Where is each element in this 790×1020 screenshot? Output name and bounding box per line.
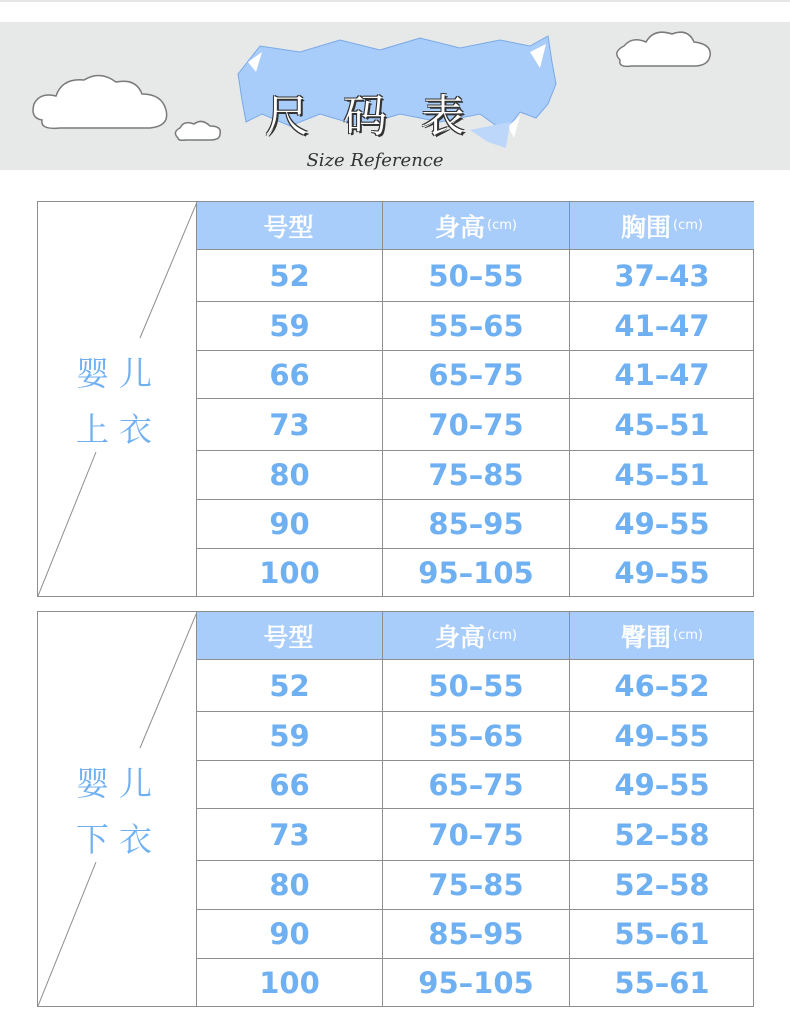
cell-size: 66 xyxy=(197,761,383,808)
cell-size: 90 xyxy=(197,910,383,958)
table-row xyxy=(197,659,754,711)
cell-height: 65–75 xyxy=(383,351,570,398)
bottoms-size-table xyxy=(37,611,754,1007)
header-height: 身高 (cm) xyxy=(383,612,570,659)
cell-size: 80 xyxy=(197,451,383,499)
cell-hip: 55–61 xyxy=(614,965,710,1000)
cell-chest: 37–43 xyxy=(614,258,710,293)
cell-height: 50–55 xyxy=(383,250,570,301)
category-label-line1: 婴儿 xyxy=(76,764,162,803)
cell-hip: 55–61 xyxy=(614,917,710,951)
cell-chest: 49–55 xyxy=(614,555,710,590)
cell-hip: 52–58 xyxy=(614,868,710,902)
bottoms-category-cell xyxy=(38,612,197,1006)
cell-height: 55–65 xyxy=(383,302,570,350)
table-row xyxy=(197,301,754,350)
cell-height: 55–65 xyxy=(383,712,570,760)
tops-category-cell xyxy=(38,202,197,596)
cell-chest: 45–51 xyxy=(614,458,710,492)
table-row xyxy=(197,958,754,1006)
table-row xyxy=(197,860,754,909)
banner-title: 尺码表 xyxy=(265,91,499,142)
size-reference-banner xyxy=(0,22,790,170)
small-cloud-icon xyxy=(175,121,220,140)
table-row xyxy=(197,711,754,760)
category-label-line2: 下衣 xyxy=(76,820,162,859)
cell-size: 59 xyxy=(197,302,383,350)
table-header-row xyxy=(197,202,754,249)
cell-hip: 49–55 xyxy=(614,767,710,802)
tops-grid xyxy=(197,202,754,596)
header-size: 号型 xyxy=(197,612,383,659)
cloud-icon xyxy=(33,75,167,128)
table-row xyxy=(197,499,754,548)
cell-size: 80 xyxy=(197,861,383,909)
cell-hip: 49–55 xyxy=(614,719,710,753)
cell-height: 75–85 xyxy=(383,451,570,499)
header-height: 身高 (cm) xyxy=(383,202,570,249)
bottoms-grid xyxy=(197,612,754,1006)
table-row xyxy=(197,909,754,958)
table-row xyxy=(197,760,754,808)
category-label-line2: 上衣 xyxy=(76,410,162,449)
cell-height: 95–105 xyxy=(383,959,570,1006)
cell-chest: 49–55 xyxy=(614,507,710,541)
cell-chest: 41–47 xyxy=(614,309,710,343)
cell-height: 50–55 xyxy=(383,660,570,711)
banner-subtitle: Size Reference xyxy=(306,150,444,171)
cell-size: 52 xyxy=(197,660,383,711)
cell-size: 100 xyxy=(197,959,383,1006)
table-row xyxy=(197,450,754,499)
cell-height: 70–75 xyxy=(383,399,570,450)
cell-height: 85–95 xyxy=(383,910,570,958)
header-size: 号型 xyxy=(197,202,383,249)
table-row xyxy=(197,350,754,398)
cell-height: 95–105 xyxy=(383,549,570,596)
tops-size-table xyxy=(37,201,754,597)
category-label-line1: 婴儿 xyxy=(76,354,162,393)
table-row xyxy=(197,808,754,860)
cell-size: 73 xyxy=(197,399,383,450)
cell-size: 59 xyxy=(197,712,383,760)
cell-size: 52 xyxy=(197,250,383,301)
cell-height: 85–95 xyxy=(383,500,570,548)
cell-height: 75–85 xyxy=(383,861,570,909)
cell-size: 73 xyxy=(197,809,383,860)
table-row xyxy=(197,249,754,301)
cell-height: 65–75 xyxy=(383,761,570,808)
cell-height: 70–75 xyxy=(383,809,570,860)
top-divider xyxy=(0,0,790,2)
diagonal-line xyxy=(38,612,197,1006)
cell-hip: 46–52 xyxy=(614,668,710,703)
header-hip: 臀围 (cm) xyxy=(621,622,703,652)
cell-size: 66 xyxy=(197,351,383,398)
header-chest: 胸围 (cm) xyxy=(621,212,703,242)
diagonal-line xyxy=(38,202,197,596)
cell-chest: 45–51 xyxy=(614,407,710,442)
cell-size: 90 xyxy=(197,500,383,548)
cell-size: 100 xyxy=(197,549,383,596)
cell-hip: 52–58 xyxy=(614,817,710,852)
table-row xyxy=(197,548,754,596)
right-cloud-icon xyxy=(617,32,710,66)
table-header-row xyxy=(197,612,754,659)
cell-chest: 41–47 xyxy=(614,357,710,392)
table-row xyxy=(197,398,754,450)
